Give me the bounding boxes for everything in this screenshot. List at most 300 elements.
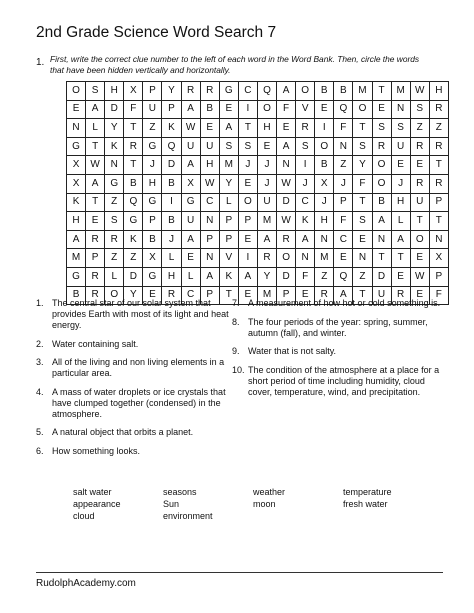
footer-divider bbox=[36, 572, 443, 573]
word-bank bbox=[73, 487, 453, 523]
clue-item bbox=[36, 357, 231, 379]
grid-cell[interactable]: E bbox=[67, 100, 86, 119]
clue-number: 3. bbox=[36, 357, 44, 367]
grid-cell[interactable]: A bbox=[219, 119, 238, 138]
grid-cell[interactable]: D bbox=[124, 267, 143, 286]
footer-site-name: RudolphAcademy.com bbox=[36, 578, 136, 589]
grid-cell[interactable]: V bbox=[296, 100, 315, 119]
grid-cell[interactable]: T bbox=[429, 156, 448, 175]
grid-cell[interactable]: U bbox=[181, 212, 200, 231]
grid-cell[interactable]: N bbox=[105, 156, 124, 175]
grid-cell[interactable]: R bbox=[372, 137, 391, 156]
grid-cell[interactable]: I bbox=[296, 156, 315, 175]
grid-cell[interactable]: S bbox=[219, 137, 238, 156]
grid-cell[interactable]: N bbox=[429, 230, 448, 249]
grid-cell[interactable]: W bbox=[277, 174, 296, 193]
grid-cell[interactable]: F bbox=[334, 119, 353, 138]
grid-cell[interactable]: I bbox=[238, 100, 257, 119]
grid-cell[interactable]: M bbox=[315, 249, 334, 268]
grid-cell[interactable]: D bbox=[277, 193, 296, 212]
grid-cell[interactable]: P bbox=[334, 193, 353, 212]
grid-cell[interactable]: U bbox=[372, 286, 391, 305]
grid-cell[interactable]: U bbox=[391, 137, 410, 156]
instructions-text: First, write the correct clue number to the left of each word in the Word Bank. Then, circle the words that have been hidden vertically and horizontally. bbox=[50, 54, 420, 75]
grid-cell[interactable]: K bbox=[219, 267, 238, 286]
grid-cell[interactable]: T bbox=[429, 212, 448, 231]
clue-text: How something looks. bbox=[52, 445, 141, 456]
grid-cell[interactable]: E bbox=[86, 212, 105, 231]
grid-cell[interactable]: W bbox=[410, 82, 429, 101]
grid-cell[interactable]: X bbox=[181, 174, 200, 193]
grid-cell[interactable]: K bbox=[162, 119, 181, 138]
grid-cell[interactable]: B bbox=[162, 212, 181, 231]
grid-cell[interactable]: P bbox=[219, 212, 238, 231]
grid-cell[interactable]: A bbox=[334, 286, 353, 305]
grid-cell[interactable]: A bbox=[181, 230, 200, 249]
grid-cell[interactable]: N bbox=[315, 230, 334, 249]
grid-cell[interactable]: W bbox=[86, 156, 105, 175]
grid-cell[interactable]: Q bbox=[162, 137, 181, 156]
grid-cell[interactable]: Z bbox=[124, 249, 143, 268]
grid-cell[interactable]: U bbox=[143, 100, 162, 119]
grid-cell[interactable]: P bbox=[86, 249, 105, 268]
grid-cell[interactable]: M bbox=[67, 249, 86, 268]
grid-cell[interactable]: S bbox=[105, 212, 124, 231]
grid-cell[interactable]: Z bbox=[143, 119, 162, 138]
grid-cell[interactable]: B bbox=[162, 174, 181, 193]
grid-cell[interactable]: Z bbox=[334, 156, 353, 175]
grid-cell[interactable]: Z bbox=[429, 119, 448, 138]
grid-cell[interactable]: P bbox=[429, 193, 448, 212]
grid-cell[interactable]: N bbox=[353, 249, 372, 268]
clue-text: A mass of water droplets or ice crystals that have clumped together (condensed) in the atmosphere. bbox=[52, 386, 226, 419]
grid-cell[interactable]: J bbox=[238, 156, 257, 175]
grid-cell[interactable]: G bbox=[219, 82, 238, 101]
grid-cell[interactable]: J bbox=[315, 193, 334, 212]
grid-cell[interactable]: A bbox=[67, 230, 86, 249]
grid-cell[interactable]: T bbox=[353, 119, 372, 138]
grid-cell[interactable]: T bbox=[353, 286, 372, 305]
grid-cell[interactable]: U bbox=[181, 137, 200, 156]
grid-cell[interactable]: H bbox=[391, 193, 410, 212]
grid-cell[interactable]: H bbox=[429, 82, 448, 101]
grid-cell[interactable]: R bbox=[86, 230, 105, 249]
grid-cell[interactable]: T bbox=[124, 156, 143, 175]
grid-cell[interactable]: Y bbox=[353, 156, 372, 175]
clue-item bbox=[232, 317, 442, 339]
grid-cell[interactable]: F bbox=[277, 100, 296, 119]
grid-row bbox=[67, 249, 449, 268]
grid-cell[interactable]: R bbox=[410, 174, 429, 193]
grid-cell[interactable]: J bbox=[257, 156, 276, 175]
word-bank-word: environment bbox=[163, 511, 213, 521]
grid-cell[interactable]: R bbox=[429, 100, 448, 119]
grid-cell[interactable]: E bbox=[181, 249, 200, 268]
grid-cell[interactable]: R bbox=[315, 286, 334, 305]
grid-cell[interactable]: A bbox=[181, 156, 200, 175]
grid-cell[interactable]: X bbox=[67, 156, 86, 175]
grid-cell[interactable]: G bbox=[105, 174, 124, 193]
grid-cell[interactable]: O bbox=[105, 286, 124, 305]
grid-cell[interactable]: T bbox=[238, 119, 257, 138]
grid-cell[interactable]: S bbox=[410, 100, 429, 119]
grid-row bbox=[67, 212, 449, 231]
grid-cell[interactable]: Z bbox=[105, 249, 124, 268]
grid-cell[interactable]: J bbox=[391, 174, 410, 193]
grid-cell[interactable]: B bbox=[334, 82, 353, 101]
grid-cell[interactable]: R bbox=[105, 230, 124, 249]
clue-text: A natural object that orbits a planet. bbox=[52, 427, 194, 437]
grid-cell[interactable]: N bbox=[334, 137, 353, 156]
grid-cell[interactable]: P bbox=[429, 267, 448, 286]
grid-cell[interactable]: H bbox=[315, 212, 334, 231]
clue-text: The four periods of the year: spring, summer, autumn (fall), and winter. bbox=[248, 316, 428, 338]
grid-cell[interactable]: L bbox=[162, 249, 181, 268]
grid-cell[interactable]: B bbox=[67, 286, 86, 305]
grid-cell[interactable]: Y bbox=[105, 119, 124, 138]
grid-cell[interactable]: Q bbox=[334, 267, 353, 286]
grid-cell[interactable]: G bbox=[143, 193, 162, 212]
clue-number: 10. bbox=[232, 364, 245, 375]
grid-cell[interactable]: R bbox=[391, 286, 410, 305]
grid-cell[interactable]: W bbox=[181, 119, 200, 138]
grid-cell[interactable]: F bbox=[296, 267, 315, 286]
grid-cell[interactable]: W bbox=[410, 267, 429, 286]
grid-cell[interactable]: E bbox=[410, 156, 429, 175]
grid-cell[interactable]: I bbox=[315, 119, 334, 138]
clue-number: 4. bbox=[36, 386, 44, 397]
grid-cell[interactable]: E bbox=[296, 286, 315, 305]
clue-number: 6. bbox=[36, 445, 44, 456]
grid-cell[interactable]: B bbox=[143, 230, 162, 249]
grid-cell[interactable]: X bbox=[67, 174, 86, 193]
grid-cell[interactable]: R bbox=[277, 230, 296, 249]
page-title: 2nd Grade Science Word Search 7 bbox=[36, 24, 277, 41]
grid-cell[interactable]: A bbox=[277, 137, 296, 156]
grid-cell[interactable]: R bbox=[162, 286, 181, 305]
grid-cell[interactable]: H bbox=[162, 267, 181, 286]
grid-row bbox=[67, 156, 449, 175]
grid-cell[interactable]: G bbox=[143, 267, 162, 286]
grid-cell[interactable]: R bbox=[200, 82, 219, 101]
grid-cell[interactable]: Z bbox=[315, 267, 334, 286]
grid-row bbox=[67, 230, 449, 249]
grid-cell[interactable]: T bbox=[372, 82, 391, 101]
grid-cell[interactable]: E bbox=[238, 230, 257, 249]
grid-row bbox=[67, 82, 449, 101]
grid-cell[interactable]: A bbox=[181, 100, 200, 119]
grid-cell[interactable]: O bbox=[296, 82, 315, 101]
grid-cell[interactable]: X bbox=[124, 82, 143, 101]
grid-cell[interactable]: O bbox=[67, 82, 86, 101]
clue-item bbox=[36, 427, 231, 438]
grid-cell[interactable]: U bbox=[410, 193, 429, 212]
grid-cell[interactable]: H bbox=[143, 174, 162, 193]
grid-cell[interactable]: A bbox=[86, 100, 105, 119]
grid-cell[interactable]: M bbox=[257, 212, 276, 231]
grid-cell[interactable]: E bbox=[334, 249, 353, 268]
grid-cell[interactable]: G bbox=[67, 137, 86, 156]
grid-cell[interactable]: F bbox=[334, 212, 353, 231]
grid-cell[interactable]: T bbox=[219, 286, 238, 305]
grid-cell[interactable]: U bbox=[200, 137, 219, 156]
grid-cell[interactable]: S bbox=[391, 119, 410, 138]
grid-cell[interactable]: Y bbox=[257, 267, 276, 286]
grid-cell[interactable]: H bbox=[67, 212, 86, 231]
clue-text: Water that is not salty. bbox=[248, 346, 337, 356]
grid-cell[interactable]: M bbox=[391, 82, 410, 101]
grid-cell[interactable]: P bbox=[200, 286, 219, 305]
grid-cell[interactable]: G bbox=[181, 193, 200, 212]
grid-cell[interactable]: A bbox=[391, 230, 410, 249]
grid-cell[interactable]: R bbox=[124, 137, 143, 156]
grid-cell[interactable]: O bbox=[257, 100, 276, 119]
grid-cell[interactable]: P bbox=[277, 286, 296, 305]
clue-text: Water containing salt. bbox=[52, 338, 139, 349]
grid-cell[interactable]: O bbox=[315, 137, 334, 156]
grid-cell[interactable]: E bbox=[391, 267, 410, 286]
grid-cell[interactable]: P bbox=[200, 230, 219, 249]
grid-cell[interactable]: T bbox=[372, 249, 391, 268]
grid-cell[interactable]: E bbox=[391, 156, 410, 175]
grid-cell[interactable]: X bbox=[429, 249, 448, 268]
grid-cell[interactable]: A bbox=[257, 230, 276, 249]
grid-cell[interactable]: L bbox=[86, 119, 105, 138]
grid-cell[interactable]: L bbox=[219, 193, 238, 212]
grid-cell[interactable]: T bbox=[124, 119, 143, 138]
clue-text: The condition of the atmosphere at a place for a short period of time including humidity, cloud cover, temperature, wind, and precipitation. bbox=[248, 364, 440, 397]
grid-cell[interactable]: R bbox=[410, 137, 429, 156]
grid-cell[interactable]: L bbox=[105, 267, 124, 286]
grid-cell[interactable]: J bbox=[296, 174, 315, 193]
grid-cell[interactable]: T bbox=[391, 249, 410, 268]
grid-cell[interactable]: R bbox=[181, 82, 200, 101]
word-bank-row bbox=[73, 511, 453, 523]
grid-cell[interactable]: Y bbox=[124, 286, 143, 305]
grid-cell[interactable]: R bbox=[86, 286, 105, 305]
grid-cell[interactable]: N bbox=[200, 212, 219, 231]
grid-cell[interactable]: M bbox=[353, 82, 372, 101]
grid-cell[interactable]: E bbox=[219, 100, 238, 119]
word-bank-word: weather bbox=[253, 487, 286, 497]
clue-number: 5. bbox=[36, 427, 44, 437]
grid-cell[interactable]: E bbox=[238, 174, 257, 193]
grid-cell[interactable]: Y bbox=[219, 174, 238, 193]
grid-cell[interactable]: M bbox=[257, 286, 276, 305]
grid-cell[interactable]: W bbox=[277, 212, 296, 231]
grid-cell[interactable]: A bbox=[372, 212, 391, 231]
clues-left-column bbox=[36, 298, 231, 464]
grid-cell[interactable]: E bbox=[257, 137, 276, 156]
grid-cell[interactable]: T bbox=[86, 193, 105, 212]
grid-cell[interactable]: Q bbox=[124, 193, 143, 212]
grid-cell[interactable]: Z bbox=[410, 119, 429, 138]
grid-cell[interactable]: I bbox=[238, 249, 257, 268]
clue-number: 1. bbox=[36, 298, 44, 308]
grid-cell[interactable]: X bbox=[315, 174, 334, 193]
grid-cell[interactable]: J bbox=[334, 174, 353, 193]
grid-cell[interactable]: T bbox=[86, 137, 105, 156]
clues-right-column bbox=[232, 298, 442, 405]
grid-cell[interactable]: D bbox=[372, 267, 391, 286]
clue-number: 2. bbox=[36, 338, 44, 349]
grid-cell[interactable]: S bbox=[86, 82, 105, 101]
grid-row bbox=[67, 267, 449, 286]
grid-cell[interactable]: O bbox=[372, 174, 391, 193]
clue-number: 9. bbox=[232, 346, 240, 356]
grid-cell[interactable]: P bbox=[143, 212, 162, 231]
instruction-number: 1. bbox=[36, 57, 45, 68]
grid-cell[interactable]: S bbox=[372, 119, 391, 138]
grid-cell[interactable]: S bbox=[353, 137, 372, 156]
clue-item bbox=[36, 446, 231, 457]
grid-cell[interactable]: V bbox=[219, 249, 238, 268]
grid-cell[interactable]: G bbox=[124, 212, 143, 231]
grid-cell[interactable]: E bbox=[277, 119, 296, 138]
grid-cell[interactable]: E bbox=[315, 100, 334, 119]
grid-cell[interactable]: A bbox=[277, 82, 296, 101]
grid-cell[interactable]: A bbox=[86, 174, 105, 193]
grid-cell[interactable]: P bbox=[143, 82, 162, 101]
grid-cell[interactable]: O bbox=[353, 100, 372, 119]
grid-cell[interactable]: R bbox=[86, 267, 105, 286]
grid-cell[interactable]: C bbox=[296, 193, 315, 212]
clue-text: A measurement of how hot or cold something is. bbox=[248, 298, 441, 308]
grid-cell[interactable]: H bbox=[200, 156, 219, 175]
grid-cell[interactable]: W bbox=[200, 174, 219, 193]
grid-cell[interactable]: H bbox=[105, 82, 124, 101]
word-bank-word: Sun bbox=[163, 499, 180, 509]
grid-row bbox=[67, 119, 449, 138]
grid-cell[interactable]: N bbox=[372, 230, 391, 249]
word-bank-row bbox=[73, 487, 453, 499]
grid-cell[interactable]: B bbox=[200, 100, 219, 119]
grid-cell[interactable]: N bbox=[200, 249, 219, 268]
clue-item bbox=[36, 387, 231, 420]
grid-cell[interactable]: J bbox=[162, 230, 181, 249]
grid-cell[interactable]: C bbox=[181, 286, 200, 305]
grid-row bbox=[67, 174, 449, 193]
grid-cell[interactable]: R bbox=[429, 174, 448, 193]
grid-cell[interactable]: P bbox=[219, 230, 238, 249]
grid-cell[interactable]: E bbox=[353, 230, 372, 249]
grid-row bbox=[67, 137, 449, 156]
grid-cell[interactable]: Y bbox=[162, 82, 181, 101]
word-bank-word: temperature bbox=[343, 487, 392, 497]
grid-cell[interactable]: E bbox=[143, 286, 162, 305]
grid-cell[interactable]: E bbox=[238, 286, 257, 305]
grid-cell[interactable]: K bbox=[296, 212, 315, 231]
grid-cell[interactable]: U bbox=[257, 193, 276, 212]
clue-item bbox=[232, 346, 442, 357]
grid-cell[interactable]: F bbox=[353, 174, 372, 193]
grid-cell[interactable]: E bbox=[200, 119, 219, 138]
grid-cell[interactable]: M bbox=[219, 156, 238, 175]
grid-cell[interactable]: N bbox=[296, 249, 315, 268]
grid-row bbox=[67, 193, 449, 212]
grid-cell[interactable]: G bbox=[67, 267, 86, 286]
grid-cell[interactable]: G bbox=[143, 137, 162, 156]
grid-cell[interactable]: S bbox=[353, 212, 372, 231]
grid-cell[interactable]: K bbox=[124, 230, 143, 249]
grid-cell[interactable]: B bbox=[315, 156, 334, 175]
grid-cell[interactable]: A bbox=[238, 267, 257, 286]
grid-cell[interactable]: T bbox=[410, 212, 429, 231]
word-bank-word: salt water bbox=[73, 487, 112, 497]
grid-cell[interactable]: D bbox=[277, 267, 296, 286]
word-bank-word: cloud bbox=[73, 511, 95, 521]
grid-cell[interactable]: R bbox=[257, 249, 276, 268]
grid-cell[interactable]: D bbox=[162, 156, 181, 175]
grid-cell[interactable]: O bbox=[238, 193, 257, 212]
grid-cell[interactable]: K bbox=[105, 137, 124, 156]
grid-cell[interactable]: A bbox=[200, 267, 219, 286]
grid-cell[interactable]: C bbox=[238, 82, 257, 101]
grid-cell[interactable]: O bbox=[372, 156, 391, 175]
grid-cell[interactable]: J bbox=[143, 156, 162, 175]
grid-cell[interactable]: E bbox=[410, 286, 429, 305]
grid-row bbox=[67, 100, 449, 119]
grid-cell[interactable]: N bbox=[391, 100, 410, 119]
word-bank-row bbox=[73, 499, 453, 511]
clue-item bbox=[232, 298, 442, 309]
grid-cell[interactable]: N bbox=[277, 156, 296, 175]
grid-cell[interactable]: Z bbox=[353, 267, 372, 286]
clue-text: All of the living and non living elements in a particular area. bbox=[52, 357, 225, 378]
grid-cell[interactable]: P bbox=[162, 100, 181, 119]
grid-cell[interactable]: B bbox=[315, 82, 334, 101]
grid-cell[interactable]: R bbox=[296, 119, 315, 138]
grid-cell[interactable]: T bbox=[353, 193, 372, 212]
grid-cell[interactable]: B bbox=[372, 193, 391, 212]
grid-cell[interactable]: R bbox=[429, 137, 448, 156]
grid-cell[interactable]: K bbox=[67, 193, 86, 212]
grid-cell[interactable]: O bbox=[410, 230, 429, 249]
grid-cell[interactable]: Z bbox=[105, 193, 124, 212]
grid-cell[interactable]: S bbox=[296, 137, 315, 156]
grid-cell[interactable]: S bbox=[238, 137, 257, 156]
grid-cell[interactable]: B bbox=[124, 174, 143, 193]
grid-cell[interactable]: L bbox=[181, 267, 200, 286]
grid-cell[interactable]: H bbox=[257, 119, 276, 138]
grid-cell[interactable]: L bbox=[391, 212, 410, 231]
grid-cell[interactable]: F bbox=[429, 286, 448, 305]
word-bank-word: appearance bbox=[73, 499, 121, 509]
grid-cell[interactable]: I bbox=[162, 193, 181, 212]
word-search-grid bbox=[66, 81, 449, 305]
clue-item bbox=[36, 298, 231, 331]
word-bank-word: fresh water bbox=[343, 499, 388, 509]
grid-cell[interactable]: E bbox=[410, 249, 429, 268]
clue-item bbox=[36, 339, 231, 350]
grid-cell[interactable]: C bbox=[334, 230, 353, 249]
grid-cell[interactable]: O bbox=[277, 249, 296, 268]
grid-cell[interactable]: E bbox=[372, 100, 391, 119]
grid-cell[interactable]: A bbox=[296, 230, 315, 249]
word-bank-word: moon bbox=[253, 499, 276, 509]
grid-cell[interactable]: Q bbox=[334, 100, 353, 119]
grid-cell[interactable]: D bbox=[105, 100, 124, 119]
grid-cell[interactable]: F bbox=[124, 100, 143, 119]
grid-cell[interactable]: Q bbox=[257, 82, 276, 101]
grid-cell[interactable]: C bbox=[200, 193, 219, 212]
clue-number: 7. bbox=[232, 298, 240, 308]
grid-cell[interactable]: X bbox=[143, 249, 162, 268]
grid-cell[interactable]: J bbox=[257, 174, 276, 193]
grid-cell[interactable]: P bbox=[238, 212, 257, 231]
clue-item bbox=[232, 365, 442, 398]
grid-cell[interactable]: N bbox=[67, 119, 86, 138]
